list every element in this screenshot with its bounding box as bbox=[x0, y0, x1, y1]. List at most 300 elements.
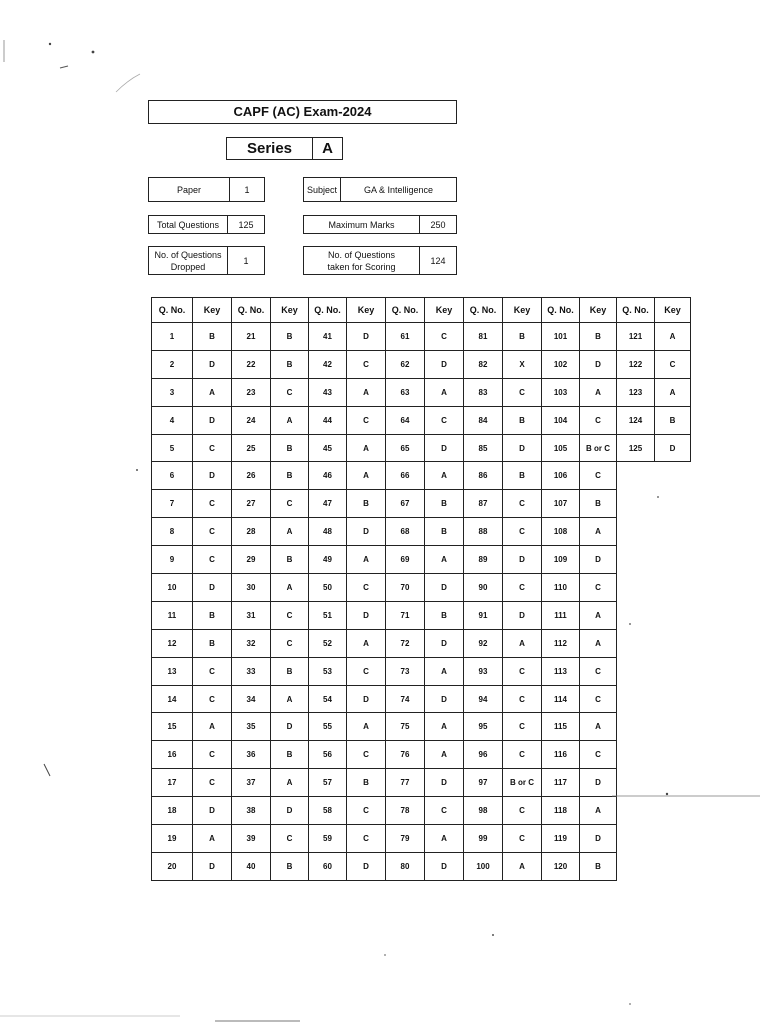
question-number: 125 bbox=[617, 434, 655, 462]
question-number: 10 bbox=[152, 574, 193, 602]
scan-speck bbox=[492, 934, 494, 936]
question-number: 119 bbox=[542, 825, 580, 853]
question-number: 12 bbox=[152, 629, 193, 657]
question-number: 54 bbox=[309, 685, 347, 713]
question-number: 95 bbox=[464, 713, 503, 741]
question-number: 35 bbox=[232, 713, 271, 741]
key-header: Key bbox=[271, 298, 309, 323]
answer-key: C bbox=[503, 741, 542, 769]
answer-key: A bbox=[193, 825, 232, 853]
question-number: 47 bbox=[309, 490, 347, 518]
question-number: 78 bbox=[386, 797, 425, 825]
question-number: 50 bbox=[309, 574, 347, 602]
table-row bbox=[152, 769, 691, 797]
question-number: 108 bbox=[542, 518, 580, 546]
question-number: 45 bbox=[309, 434, 347, 462]
table-row bbox=[152, 629, 691, 657]
question-number: 110 bbox=[542, 574, 580, 602]
question-number: 58 bbox=[309, 797, 347, 825]
answer-key: D bbox=[347, 323, 386, 351]
answer-key: A bbox=[580, 601, 617, 629]
scoring-label: No. of Questions taken for Scoring bbox=[327, 249, 396, 272]
qno-header: Q. No. bbox=[617, 298, 655, 323]
answer-key: C bbox=[503, 713, 542, 741]
exam-title: CAPF (AC) Exam-2024 bbox=[233, 104, 372, 119]
question-number: 67 bbox=[386, 490, 425, 518]
question-number: 100 bbox=[464, 852, 503, 880]
table-row bbox=[152, 797, 691, 825]
scoring-box bbox=[303, 246, 457, 275]
question-number: 117 bbox=[542, 769, 580, 797]
answer-key: D bbox=[193, 462, 232, 490]
answer-key: C bbox=[503, 574, 542, 602]
question-number: 71 bbox=[386, 601, 425, 629]
question-number: 80 bbox=[386, 852, 425, 880]
question-number: 90 bbox=[464, 574, 503, 602]
question-number: 15 bbox=[152, 713, 193, 741]
answer-key: B bbox=[580, 852, 617, 880]
answer-key: B bbox=[271, 323, 309, 351]
answer-key: B bbox=[347, 490, 386, 518]
question-number: 89 bbox=[464, 546, 503, 574]
answer-key: D bbox=[193, 406, 232, 434]
total-questions-value: 125 bbox=[238, 219, 254, 230]
answer-key: C bbox=[271, 825, 309, 853]
answer-key: A bbox=[425, 546, 464, 574]
answer-key: D bbox=[655, 434, 691, 462]
table-row bbox=[152, 741, 691, 769]
question-number: 2 bbox=[152, 350, 193, 378]
answer-key: A bbox=[580, 797, 617, 825]
question-number: 5 bbox=[152, 434, 193, 462]
answer-key: A bbox=[425, 741, 464, 769]
answer-key: B bbox=[503, 323, 542, 351]
question-number: 101 bbox=[542, 323, 580, 351]
answer-key: B bbox=[271, 741, 309, 769]
answer-key: A bbox=[347, 462, 386, 490]
answer-key: A bbox=[271, 685, 309, 713]
question-number: 73 bbox=[386, 657, 425, 685]
question-number: 122 bbox=[617, 350, 655, 378]
table-row bbox=[152, 462, 691, 490]
answer-key-table bbox=[151, 297, 691, 881]
answer-key: C bbox=[193, 769, 232, 797]
answer-key-header-row bbox=[152, 298, 691, 323]
table-row bbox=[152, 713, 691, 741]
question-number: 109 bbox=[542, 546, 580, 574]
question-number: 76 bbox=[386, 741, 425, 769]
scan-mark bbox=[44, 764, 50, 776]
answer-key: B bbox=[580, 490, 617, 518]
question-number: 41 bbox=[309, 323, 347, 351]
subject-box bbox=[303, 177, 457, 202]
question-number: 82 bbox=[464, 350, 503, 378]
question-number: 34 bbox=[232, 685, 271, 713]
answer-key: D bbox=[503, 434, 542, 462]
answer-key: C bbox=[425, 406, 464, 434]
scan-speck bbox=[92, 51, 95, 54]
question-number: 124 bbox=[617, 406, 655, 434]
question-number: 114 bbox=[542, 685, 580, 713]
question-number: 52 bbox=[309, 629, 347, 657]
answer-key: C bbox=[193, 434, 232, 462]
scan-mark bbox=[116, 74, 140, 92]
qno-header: Q. No. bbox=[464, 298, 503, 323]
answer-key: A bbox=[425, 657, 464, 685]
question-number: 6 bbox=[152, 462, 193, 490]
question-number: 79 bbox=[386, 825, 425, 853]
question-number: 32 bbox=[232, 629, 271, 657]
key-header: Key bbox=[655, 298, 691, 323]
answer-key: D bbox=[347, 518, 386, 546]
answer-key: A bbox=[347, 629, 386, 657]
answer-key: D bbox=[425, 769, 464, 797]
answer-key: B bbox=[271, 350, 309, 378]
qno-header: Q. No. bbox=[386, 298, 425, 323]
answer-key: B bbox=[193, 629, 232, 657]
answer-key: A bbox=[580, 378, 617, 406]
answer-key: B bbox=[271, 546, 309, 574]
question-number: 116 bbox=[542, 741, 580, 769]
answer-key: C bbox=[347, 350, 386, 378]
question-number: 99 bbox=[464, 825, 503, 853]
question-number: 72 bbox=[386, 629, 425, 657]
answer-key: A bbox=[193, 713, 232, 741]
qno-header: Q. No. bbox=[309, 298, 347, 323]
question-number: 93 bbox=[464, 657, 503, 685]
table-row bbox=[152, 406, 691, 434]
question-number: 49 bbox=[309, 546, 347, 574]
scan-speck bbox=[136, 469, 138, 471]
question-number: 53 bbox=[309, 657, 347, 685]
answer-key: C bbox=[347, 406, 386, 434]
table-row bbox=[152, 546, 691, 574]
question-number: 56 bbox=[309, 741, 347, 769]
answer-key: A bbox=[503, 629, 542, 657]
subject-value: GA & Intelligence bbox=[363, 184, 434, 195]
dropped-box bbox=[148, 246, 265, 275]
question-number: 43 bbox=[309, 378, 347, 406]
exam-title-box bbox=[148, 100, 457, 124]
answer-key: B or C bbox=[503, 769, 542, 797]
question-number: 13 bbox=[152, 657, 193, 685]
paper-box bbox=[148, 177, 265, 202]
question-number: 118 bbox=[542, 797, 580, 825]
question-number: 103 bbox=[542, 378, 580, 406]
answer-key: A bbox=[580, 518, 617, 546]
question-number: 102 bbox=[542, 350, 580, 378]
answer-key: D bbox=[425, 685, 464, 713]
answer-key: D bbox=[347, 685, 386, 713]
qno-header: Q. No. bbox=[152, 298, 193, 323]
question-number: 16 bbox=[152, 741, 193, 769]
answer-key: C bbox=[580, 406, 617, 434]
question-number: 85 bbox=[464, 434, 503, 462]
answer-key: C bbox=[425, 797, 464, 825]
answer-key: C bbox=[347, 797, 386, 825]
answer-key: C bbox=[271, 490, 309, 518]
table-row bbox=[152, 601, 691, 629]
question-number: 26 bbox=[232, 462, 271, 490]
answer-key: C bbox=[580, 741, 617, 769]
paper-label: Paper bbox=[176, 184, 202, 195]
answer-key: D bbox=[425, 350, 464, 378]
question-number: 113 bbox=[542, 657, 580, 685]
question-number: 59 bbox=[309, 825, 347, 853]
question-number: 112 bbox=[542, 629, 580, 657]
question-number: 65 bbox=[386, 434, 425, 462]
question-number: 105 bbox=[542, 434, 580, 462]
table-row bbox=[152, 350, 691, 378]
question-number: 7 bbox=[152, 490, 193, 518]
answer-key: A bbox=[347, 434, 386, 462]
key-header: Key bbox=[193, 298, 232, 323]
answer-key: X bbox=[503, 350, 542, 378]
answer-key: C bbox=[347, 657, 386, 685]
answer-key: C bbox=[347, 741, 386, 769]
qno-header: Q. No. bbox=[232, 298, 271, 323]
question-number: 14 bbox=[152, 685, 193, 713]
answer-key: B bbox=[271, 852, 309, 880]
question-number: 70 bbox=[386, 574, 425, 602]
answer-key: B bbox=[503, 462, 542, 490]
question-number: 94 bbox=[464, 685, 503, 713]
question-number: 86 bbox=[464, 462, 503, 490]
answer-key: D bbox=[193, 852, 232, 880]
question-number: 121 bbox=[617, 323, 655, 351]
answer-key: D bbox=[425, 852, 464, 880]
question-number: 107 bbox=[542, 490, 580, 518]
answer-key: C bbox=[193, 490, 232, 518]
question-number: 63 bbox=[386, 378, 425, 406]
answer-key: A bbox=[503, 852, 542, 880]
answer-key: C bbox=[347, 574, 386, 602]
question-number: 68 bbox=[386, 518, 425, 546]
answer-key: C bbox=[271, 629, 309, 657]
answer-key: C bbox=[580, 574, 617, 602]
question-number: 55 bbox=[309, 713, 347, 741]
answer-key: A bbox=[271, 406, 309, 434]
answer-key: A bbox=[580, 629, 617, 657]
answer-key: A bbox=[580, 713, 617, 741]
question-number: 11 bbox=[152, 601, 193, 629]
answer-key: C bbox=[271, 378, 309, 406]
table-row bbox=[152, 378, 691, 406]
answer-key: B bbox=[503, 406, 542, 434]
answer-key: B bbox=[271, 657, 309, 685]
answer-key: C bbox=[193, 518, 232, 546]
paper-value: 1 bbox=[244, 184, 250, 195]
question-number: 39 bbox=[232, 825, 271, 853]
maximum-marks-value: 250 bbox=[430, 219, 446, 230]
series-value: A bbox=[322, 139, 333, 157]
question-number: 44 bbox=[309, 406, 347, 434]
question-number: 17 bbox=[152, 769, 193, 797]
key-header: Key bbox=[503, 298, 542, 323]
total-questions-label: Total Questions bbox=[156, 219, 220, 230]
table-row bbox=[152, 323, 691, 351]
answer-key: A bbox=[347, 378, 386, 406]
question-number: 111 bbox=[542, 601, 580, 629]
answer-key: B bbox=[655, 406, 691, 434]
series-label: Series bbox=[246, 139, 293, 157]
answer-key: A bbox=[271, 769, 309, 797]
question-number: 75 bbox=[386, 713, 425, 741]
dropped-value: 1 bbox=[243, 255, 249, 266]
answer-key: C bbox=[503, 518, 542, 546]
answer-key: C bbox=[425, 323, 464, 351]
qno-header: Q. No. bbox=[542, 298, 580, 323]
answer-key: B bbox=[425, 601, 464, 629]
answer-key: D bbox=[193, 574, 232, 602]
scan-mark bbox=[60, 66, 68, 68]
question-number: 37 bbox=[232, 769, 271, 797]
question-number: 64 bbox=[386, 406, 425, 434]
answer-key: C bbox=[503, 797, 542, 825]
answer-key: C bbox=[580, 685, 617, 713]
question-number: 4 bbox=[152, 406, 193, 434]
answer-key: A bbox=[425, 825, 464, 853]
question-number: 48 bbox=[309, 518, 347, 546]
question-number: 123 bbox=[617, 378, 655, 406]
question-number: 97 bbox=[464, 769, 503, 797]
answer-key: B bbox=[271, 434, 309, 462]
question-number: 98 bbox=[464, 797, 503, 825]
question-number: 9 bbox=[152, 546, 193, 574]
answer-key: B bbox=[193, 323, 232, 351]
answer-key: A bbox=[347, 713, 386, 741]
question-number: 20 bbox=[152, 852, 193, 880]
answer-key: D bbox=[271, 713, 309, 741]
maximum-marks-box bbox=[303, 215, 457, 234]
scan-speck bbox=[384, 954, 386, 956]
question-number: 87 bbox=[464, 490, 503, 518]
answer-key: D bbox=[580, 825, 617, 853]
answer-key: C bbox=[580, 462, 617, 490]
answer-key: B or C bbox=[580, 434, 617, 462]
answer-key: B bbox=[193, 601, 232, 629]
question-number: 25 bbox=[232, 434, 271, 462]
question-number: 91 bbox=[464, 601, 503, 629]
question-number: 61 bbox=[386, 323, 425, 351]
table-row bbox=[152, 657, 691, 685]
answer-key: B bbox=[347, 769, 386, 797]
answer-key: A bbox=[425, 713, 464, 741]
question-number: 66 bbox=[386, 462, 425, 490]
key-header: Key bbox=[347, 298, 386, 323]
question-number: 21 bbox=[232, 323, 271, 351]
answer-key: C bbox=[503, 685, 542, 713]
table-row bbox=[152, 852, 691, 880]
question-number: 88 bbox=[464, 518, 503, 546]
question-number: 83 bbox=[464, 378, 503, 406]
answer-key: C bbox=[655, 350, 691, 378]
series-box bbox=[226, 137, 343, 160]
table-row bbox=[152, 825, 691, 853]
question-number: 115 bbox=[542, 713, 580, 741]
total-questions-box bbox=[148, 215, 265, 234]
answer-key: C bbox=[503, 825, 542, 853]
question-number: 19 bbox=[152, 825, 193, 853]
key-header: Key bbox=[580, 298, 617, 323]
question-number: 23 bbox=[232, 378, 271, 406]
question-number: 120 bbox=[542, 852, 580, 880]
answer-key: D bbox=[580, 546, 617, 574]
answer-key: C bbox=[193, 546, 232, 574]
answer-key: C bbox=[271, 601, 309, 629]
question-number: 18 bbox=[152, 797, 193, 825]
question-number: 92 bbox=[464, 629, 503, 657]
answer-key: D bbox=[425, 434, 464, 462]
question-number: 69 bbox=[386, 546, 425, 574]
answer-key: A bbox=[347, 546, 386, 574]
question-number: 40 bbox=[232, 852, 271, 880]
question-number: 46 bbox=[309, 462, 347, 490]
dropped-label: No. of Questions Dropped bbox=[154, 249, 222, 272]
question-number: 57 bbox=[309, 769, 347, 797]
answer-key: D bbox=[193, 797, 232, 825]
answer-key: D bbox=[193, 350, 232, 378]
answer-key: B bbox=[425, 490, 464, 518]
answer-key: C bbox=[347, 825, 386, 853]
question-number: 74 bbox=[386, 685, 425, 713]
question-number: 38 bbox=[232, 797, 271, 825]
answer-key: A bbox=[425, 462, 464, 490]
answer-key: C bbox=[193, 657, 232, 685]
answer-key: C bbox=[503, 490, 542, 518]
question-number: 30 bbox=[232, 574, 271, 602]
answer-key: C bbox=[580, 657, 617, 685]
question-number: 36 bbox=[232, 741, 271, 769]
table-row bbox=[152, 490, 691, 518]
question-number: 62 bbox=[386, 350, 425, 378]
answer-key: D bbox=[425, 629, 464, 657]
question-number: 33 bbox=[232, 657, 271, 685]
answer-key: B bbox=[425, 518, 464, 546]
question-number: 96 bbox=[464, 741, 503, 769]
question-number: 29 bbox=[232, 546, 271, 574]
scan-speck bbox=[49, 43, 51, 45]
answer-key: C bbox=[193, 741, 232, 769]
answer-key: A bbox=[271, 574, 309, 602]
question-number: 42 bbox=[309, 350, 347, 378]
question-number: 31 bbox=[232, 601, 271, 629]
table-row bbox=[152, 574, 691, 602]
answer-key: D bbox=[503, 601, 542, 629]
question-number: 60 bbox=[309, 852, 347, 880]
answer-key: A bbox=[655, 323, 691, 351]
answer-key: A bbox=[193, 378, 232, 406]
answer-key: D bbox=[271, 797, 309, 825]
question-number: 106 bbox=[542, 462, 580, 490]
subject-label: Subject bbox=[306, 184, 338, 195]
key-header: Key bbox=[425, 298, 464, 323]
scoring-value: 124 bbox=[430, 255, 446, 266]
answer-key: B bbox=[271, 462, 309, 490]
scan-speck bbox=[629, 1003, 631, 1005]
answer-key: B bbox=[580, 323, 617, 351]
question-number: 22 bbox=[232, 350, 271, 378]
answer-key: D bbox=[580, 350, 617, 378]
answer-key: D bbox=[347, 601, 386, 629]
question-number: 104 bbox=[542, 406, 580, 434]
question-number: 27 bbox=[232, 490, 271, 518]
question-number: 51 bbox=[309, 601, 347, 629]
question-number: 77 bbox=[386, 769, 425, 797]
answer-key: A bbox=[655, 378, 691, 406]
question-number: 24 bbox=[232, 406, 271, 434]
question-number: 8 bbox=[152, 518, 193, 546]
